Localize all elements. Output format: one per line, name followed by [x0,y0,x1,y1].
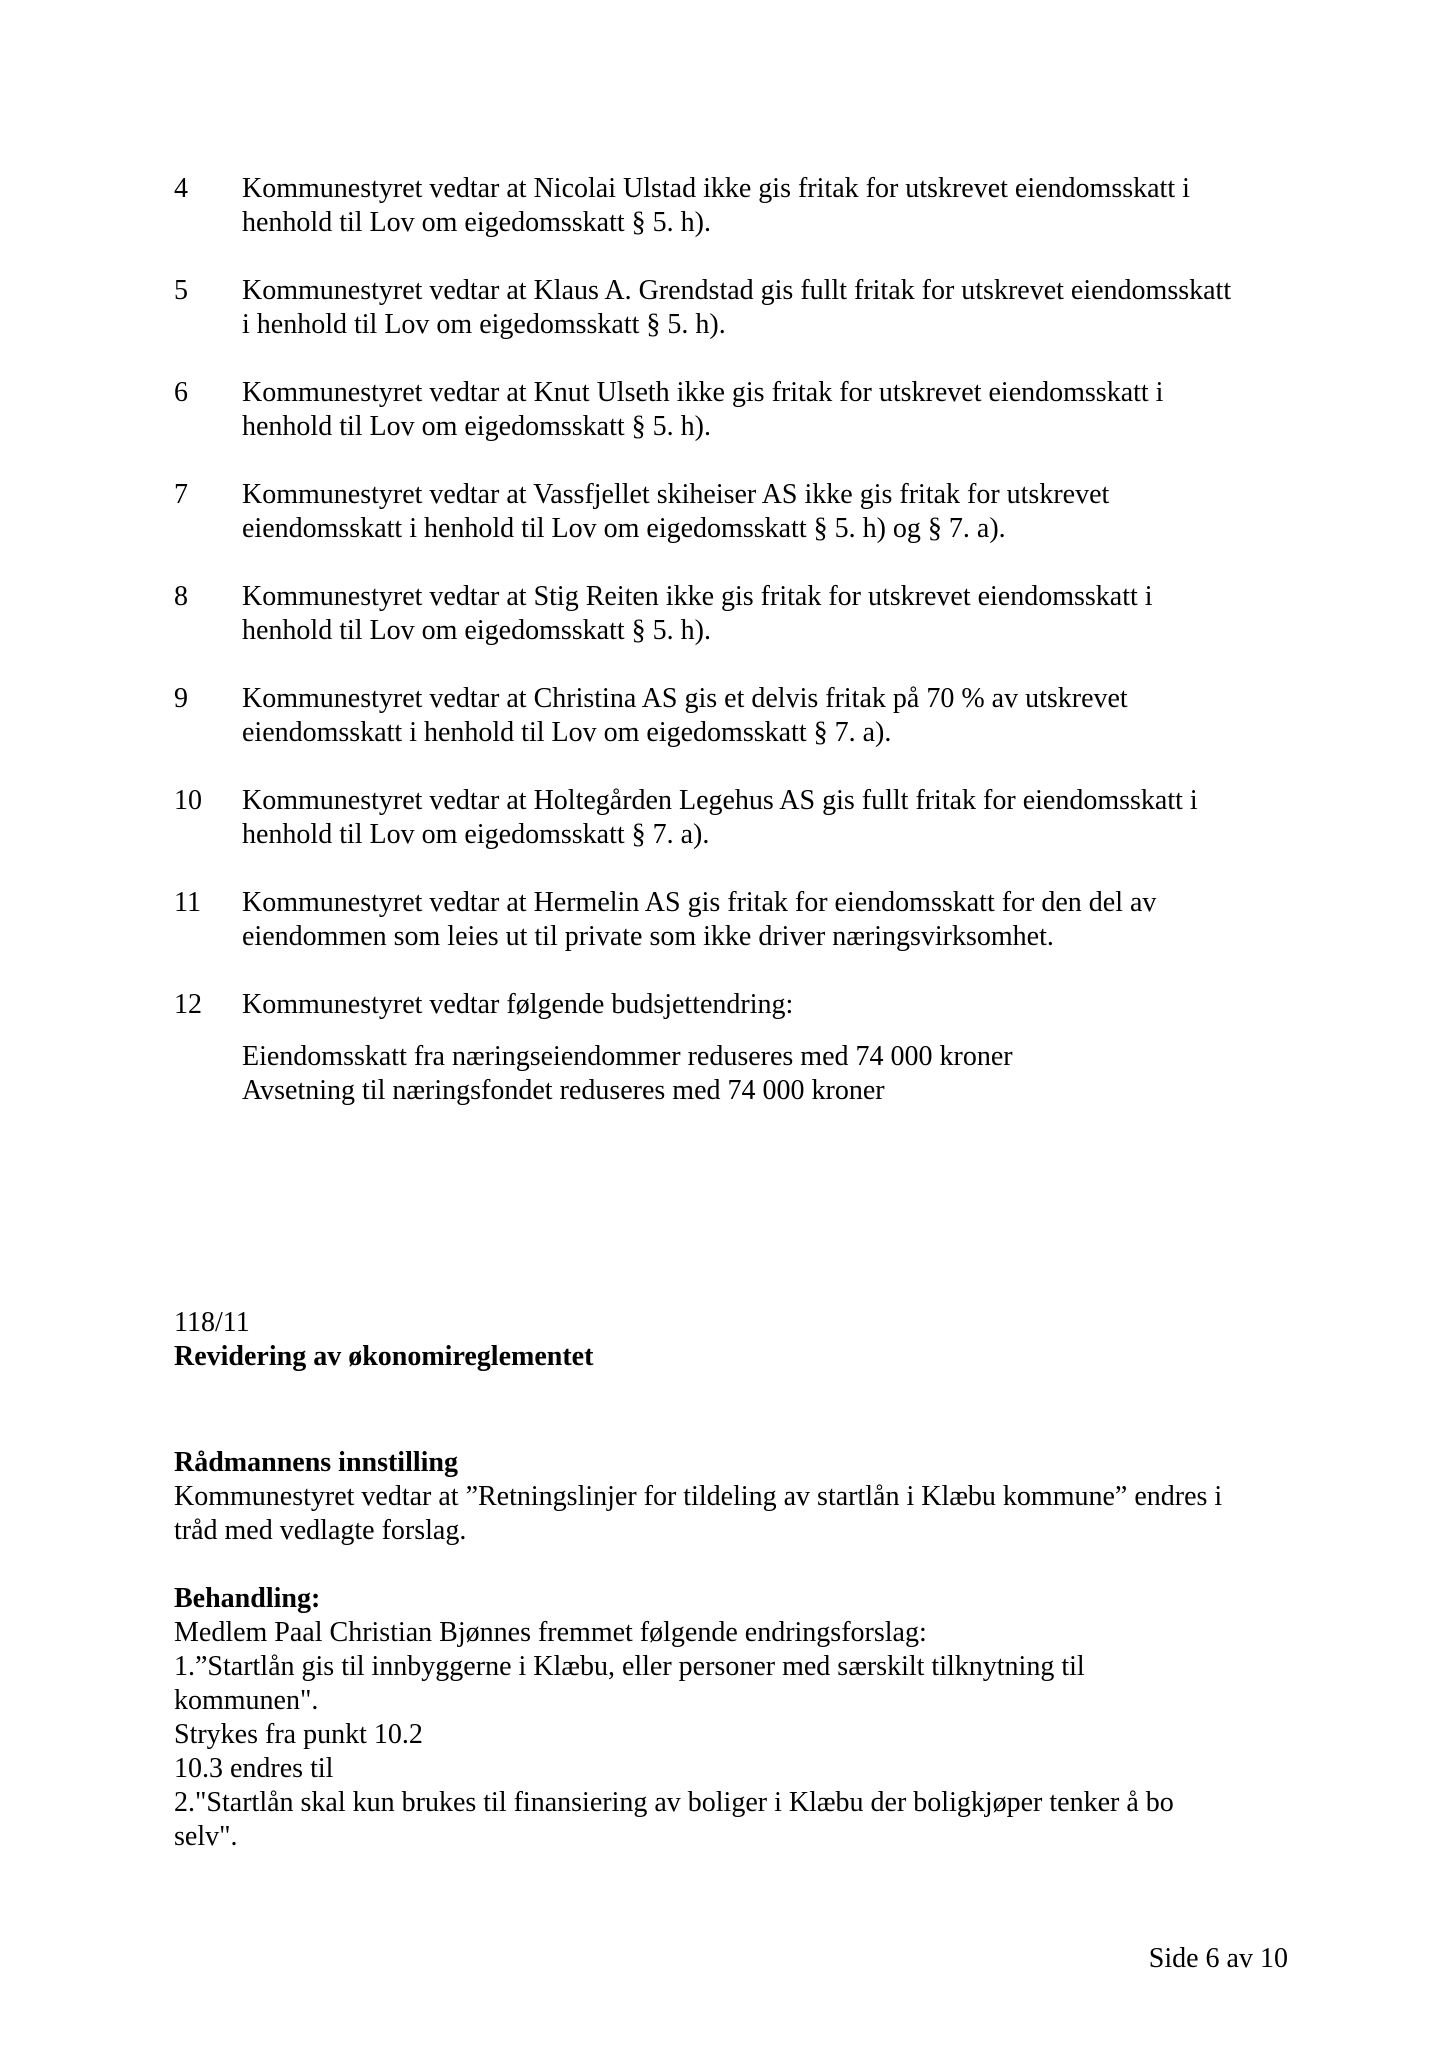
item-text-line: henhold til Lov om eigedomsskatt § 5. h). [242,615,711,646]
treatment-line: Strykes fra punkt 10.2 [174,1719,423,1750]
item-text-line: eiendomsskatt i henhold til Lov om eigedomsskatt § 5. h) og § 7. a). [242,513,1006,544]
budget-line: Eiendomsskatt fra næringseiendommer reduseres med 74 000 kroner [242,1041,1013,1072]
list-item [174,886,1294,954]
treatment-line: kommunen". [174,1685,319,1716]
treatment-line: 1.”Startlån gis til innbyggerne i Klæbu, eller personer med særskilt tilknytning til [174,1651,1085,1682]
item-text-line: Kommunestyret vedtar at Holtegården Legehus AS gis fullt fritak for eiendomsskatt i [242,785,1198,816]
item-text-line: i henhold til Lov om eigedomsskatt § 5. h). [242,309,726,340]
list-item [174,478,1294,546]
case-number: 118/11 [174,1307,250,1338]
item-number: 10 [174,785,202,816]
item-text-line: Kommunestyret vedtar at Knut Ulseth ikke gis fritak for utskrevet eiendomsskatt i [242,377,1164,408]
treatment-line: Medlem Paal Christian Bjønnes fremmet følgende endringsforslag: [174,1617,927,1648]
list-item [174,172,1294,240]
treatment-section [174,1582,1294,1854]
list-item [174,376,1294,444]
case-header [174,1306,1294,1374]
item-number: 4 [174,173,188,204]
item-text-line: henhold til Lov om eigedomsskatt § 5. h). [242,411,711,442]
recommendation-line: Kommunestyret vedtar at ”Retningslinjer for tildeling av startlån i Klæbu kommune” endres i [174,1481,1223,1512]
recommendation-heading: Rådmannens innstilling [174,1447,458,1478]
item-text-line: Kommunestyret vedtar at Hermelin AS gis fritak for eiendomsskatt for den del av [242,887,1157,918]
budget-line: Avsetning til næringsfondet reduseres med 74 000 kroner [242,1075,885,1106]
item-number: 9 [174,683,188,714]
recommendation-section [174,1446,1294,1548]
case-title: Revidering av økonomireglementet [174,1341,594,1372]
item-text-line: Kommunestyret vedtar følgende budsjettendring: [242,989,794,1020]
list-item [174,784,1294,852]
item-number: 8 [174,581,188,612]
page-number: Side 6 av 10 [1148,1943,1288,1974]
treatment-heading: Behandling: [174,1583,321,1614]
item-text-line: Kommunestyret vedtar at Stig Reiten ikke gis fritak for utskrevet eiendomsskatt i [242,581,1153,612]
item-text-line: henhold til Lov om eigedomsskatt § 5. h). [242,207,711,238]
treatment-line: 10.3 endres til [174,1753,334,1784]
item-text-line: Kommunestyret vedtar at Christina AS gis et delvis fritak på 70 % av utskrevet [242,683,1128,714]
item-text-line: Kommunestyret vedtar at Vassfjellet skiheiser AS ikke gis fritak for utskrevet [242,479,1110,510]
item-text-line: Kommunestyret vedtar at Klaus A. Grendstad gis fullt fritak for utskrevet eiendomsskatt [242,275,1232,306]
list-item [174,274,1294,342]
list-item [174,682,1294,750]
item-number: 7 [174,479,188,510]
recommendation-line: tråd med vedlagte forslag. [174,1515,467,1546]
list-item [174,988,1294,1022]
decision-list [174,172,1294,1108]
treatment-line: selv". [174,1821,238,1852]
item-number: 5 [174,275,188,306]
treatment-line: 2."Startlån skal kun brukes til finansiering av boliger i Klæbu der boligkjøper tenker å bo [174,1787,1174,1818]
item-number: 6 [174,377,188,408]
item-text-line: eiendomsskatt i henhold til Lov om eigedomsskatt § 7. a). [242,717,892,748]
page-footer [1149,1942,1288,1976]
item-number: 11 [174,887,201,918]
budget-change-block [174,1040,1294,1108]
list-item [174,580,1294,648]
item-text-line: eiendommen som leies ut til private som ikke driver næringsvirksomhet. [242,921,1054,952]
item-number: 12 [174,989,202,1020]
item-text-line: Kommunestyret vedtar at Nicolai Ulstad ikke gis fritak for utskrevet eiendomsskatt i [242,173,1190,204]
item-text-line: henhold til Lov om eigedomsskatt § 7. a). [242,819,710,850]
